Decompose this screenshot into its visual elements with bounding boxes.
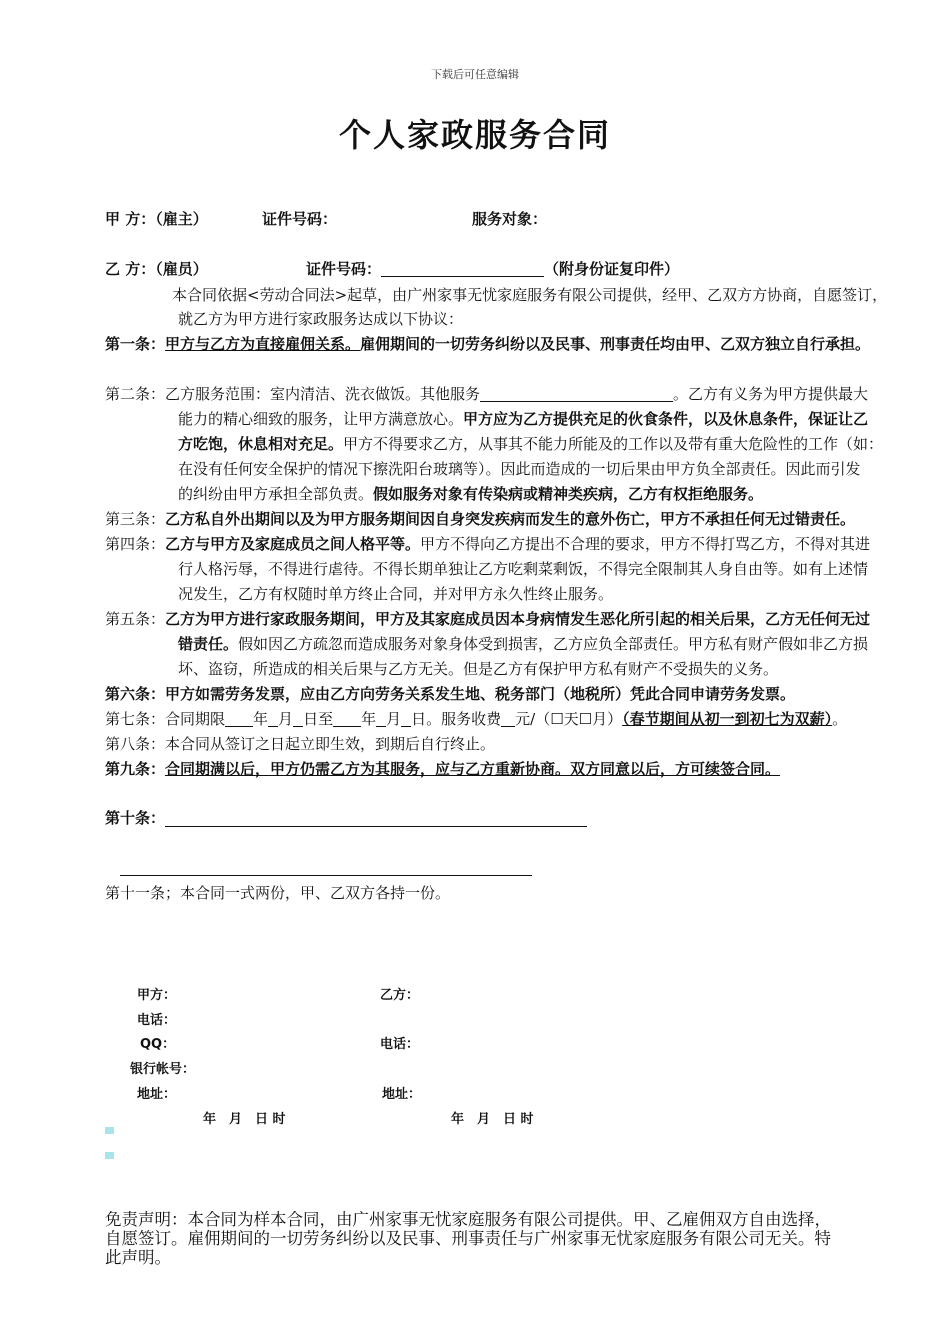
service-target-label: 服务对象： [472, 210, 548, 228]
article-2-p7-bold: 假如服务对象有传染病或精神类疾病，乙方有权拒绝服务。 [373, 485, 764, 503]
term-label: 合同期限 [165, 710, 226, 728]
article-1-underlined: 甲方与乙方为直接雇佣关系。 [165, 335, 361, 353]
end-year-unit: 年 [361, 710, 377, 728]
article-9-text: 合同期满以后，甲方仍需乙方为其服务，应与乙方重新协商。双方同意以后，方可续签合同。 [165, 760, 781, 778]
article-1-text: 雇佣期间的一切劳务纠纷以及民事、刑事责任均由甲、乙双方独立自行承担。 [360, 335, 871, 353]
article-4-label: 第四条： [105, 535, 166, 553]
article-4-line-3: 况发生，乙方有权随时单方终止合同，并对甲方永久性终止服务。 [178, 585, 614, 603]
per-month-checkbox[interactable]: ☐ [578, 710, 593, 728]
article-5-line-1 [105, 607, 870, 631]
sign-date-b: 年 月 日 时 [451, 1112, 534, 1127]
end-month-unit: 月 [386, 710, 402, 728]
article-2-p2: 。乙方有义务为甲方提供最大 [673, 385, 869, 403]
per-day-checkbox[interactable]: ☐ [550, 710, 564, 728]
article-2-line-4: 在没有任何安全保护的情况下擦洗阳台玻璃等）。因此而造成的一切后果由甲方负全部责任。因此而引发 [178, 460, 861, 478]
spring-festival-note: （春节期间从初一到初七为双薪） [622, 710, 833, 728]
intro-line-2: 就乙方为甲方进行家政服务达成以下协议： [178, 310, 464, 328]
marker-2 [105, 1152, 114, 1159]
start-month-unit: 月 [278, 710, 294, 728]
article-2-p5: 甲方不得要求乙方，从事其不能力所能及的工作以及带有重大危险性的工作（如： [343, 435, 884, 453]
article-10-blank-1 [165, 826, 587, 827]
fee-label: 服务收费 [441, 710, 502, 728]
article-6-label: 第六条： [105, 685, 166, 703]
article-3-text: 乙方私自外出期间以及为甲方服务期间因自身突发疾病而发生的意外伤亡，甲方不承担任何无过错责任。 [165, 510, 856, 528]
id-number-blank [381, 260, 544, 277]
article-2-line-5 [178, 482, 763, 506]
article-10-blank-2 [120, 875, 532, 876]
article-11: 第十一条；本合同一式两份，甲、乙双方各持一份。 [105, 884, 451, 902]
id-copy-note: （附身份证复印件） [544, 260, 680, 278]
end-month-blank [376, 710, 386, 727]
party-a-label: 甲 方：（雇主） [105, 210, 208, 228]
article-1-label: 第一条： [105, 335, 166, 353]
article-2-p7: 的纠纷由甲方承担全部负责。 [178, 485, 374, 503]
party-b-id-label: 证件号码： [306, 260, 382, 278]
article-5-bold2: 错责任。 [178, 635, 239, 653]
per-day-label: 天 [563, 710, 579, 728]
intro-line-1: 本合同依据<劳动合同法>起草，由广州家事无忧家庭服务有限公司提供，经甲、乙双方方协商，自愿签订， [172, 286, 888, 304]
article-2-p4: 甲方应为乙方提供充足的伙食条件，以及休息条件，保证让乙 [463, 410, 869, 428]
article-8-label: 第八条： [105, 735, 166, 753]
sign-party-a: 甲方： [137, 988, 177, 1003]
article-6-text: 甲方如需劳务发票，应由乙方向劳务关系发生地、税务部门（地税所）凭此合同申请劳务发票。 [165, 685, 796, 703]
article-5-bold1: 乙方为甲方进行家政服务期间，甲方及其家庭成员因本身病情发生恶化所引起的相关后果，乙方无任何无过 [165, 610, 871, 628]
sign-address-b: 地址： [382, 1087, 422, 1102]
party-a-id-label: 证件号码： [262, 210, 338, 228]
contract-title: 个人家政服务合同 [338, 116, 611, 154]
fee-unit: 元/（ [515, 710, 551, 728]
start-day-unit: 日至 [303, 710, 334, 728]
sign-address-a: 地址： [137, 1087, 177, 1102]
article-3-label: 第三条： [105, 510, 166, 528]
header-note: 下载后可任意编辑 [431, 68, 519, 81]
start-year-unit: 年 [253, 710, 269, 728]
article-10-label: 第十条： [105, 809, 166, 827]
end-day-blank [401, 710, 411, 727]
disclaimer: 免责声明：本合同为样本合同，由广州家事无忧家庭服务有限公司提供。甲、乙雇佣双方自由选择，自愿签订。雇佣期间的一切劳务纠纷以及民事、刑事责任与广州家事无忧家庭服务有限公司无关。特此声明。 [105, 1210, 831, 1267]
article-5-l2: 假如因乙方疏忽而造成服务对象身体受到损害，乙方应负全部责任。甲方私有财产假如非乙方损 [238, 635, 869, 653]
fee-blank [501, 710, 515, 727]
article-8-text: 本合同从签订之日起立即生效，到期后自行终止。 [165, 735, 496, 753]
sign-qq: QQ： [140, 1037, 176, 1052]
party-b-label: 乙 方：（雇员） [105, 260, 208, 278]
article-2-p3: 能力的精心细致的服务，让甲方满意放心。 [178, 410, 464, 428]
other-service-blank [480, 385, 673, 402]
article-2-line-1 [105, 382, 868, 406]
start-year-blank [225, 710, 253, 727]
article-2-line-2 [178, 407, 868, 431]
article-6 [105, 682, 795, 706]
sign-phone-b: 电话： [380, 1037, 420, 1052]
sign-date-a: 年 月 日 时 [203, 1112, 286, 1127]
article-5-label: 第五条： [105, 610, 166, 628]
end-day-unit: 日。 [411, 710, 442, 728]
article-4-line-1 [105, 532, 870, 556]
per-month-label: 月） [592, 710, 623, 728]
start-day-blank [293, 710, 303, 727]
article-9 [105, 757, 780, 781]
article-5-line-2 [178, 632, 868, 656]
article-4-line-2: 行人格污辱，不得进行虐待。不得长期单独让乙方吃剩菜剩饭，不得完全限制其人身自由等。如有上述情 [178, 560, 869, 578]
marker-1 [105, 1127, 114, 1134]
end-year-blank [333, 710, 361, 727]
article-2-p1: 乙方服务范围：室内清洁、洗衣做饭。其他服务 [165, 385, 481, 403]
sign-phone-a: 电话： [137, 1013, 177, 1028]
article-2-line-3 [178, 432, 883, 456]
article-9-label: 第九条： [105, 760, 166, 778]
article-5-line-3: 坏、盗窃，所造成的相关后果与乙方无关。但是乙方有保护甲方私有财产不受损失的义务。 [178, 660, 779, 678]
article-2-p5-bold: 方吃饱，休息相对充足。 [178, 435, 344, 453]
article-3 [105, 507, 855, 531]
article-4-l1: 甲方不得向乙方提出不合理的要求，甲方不得打骂乙方，不得对其进 [420, 535, 871, 553]
start-month-blank [268, 710, 278, 727]
article-1 [105, 332, 870, 356]
article-7-end: 。 [832, 710, 848, 728]
article-2-label: 第二条： [105, 385, 166, 403]
sign-party-b: 乙方： [380, 988, 420, 1003]
article-7 [105, 707, 847, 731]
article-4-bold: 乙方与甲方及家庭成员之间人格平等。 [165, 535, 421, 553]
party-b-id-row [306, 257, 679, 281]
sign-bank-account: 银行帐号： [130, 1062, 196, 1077]
article-8 [105, 732, 495, 756]
article-7-label: 第七条： [105, 710, 166, 728]
